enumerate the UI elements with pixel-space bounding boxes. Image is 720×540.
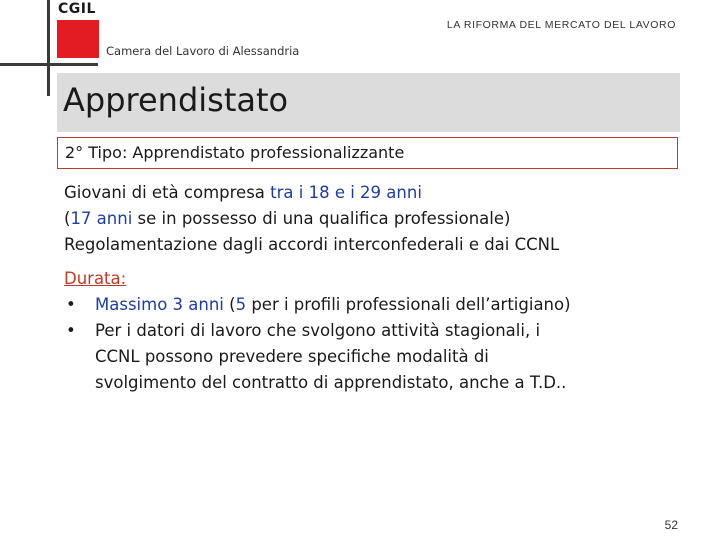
slide-subtitle: 2° Tipo: Apprendistato professionalizzante	[65, 143, 405, 162]
subtitle-box	[57, 137, 678, 169]
seasonal-line-3: svolgimento del contratto di apprendistato, anche a T.D..	[95, 373, 567, 392]
slide-title-band	[57, 73, 680, 132]
body-line-qualification	[64, 206, 694, 232]
page-number: 52	[664, 518, 678, 532]
cgil-logo-red-square	[57, 20, 99, 58]
paren-open-2: (	[223, 295, 236, 314]
artisan-text: per i profili professionali dell’artigiano)	[246, 295, 571, 314]
bullet-item-seasonal	[64, 318, 694, 396]
seasonal-line-2: CCNL possono prevedere specifiche modalità di	[95, 347, 489, 366]
durata-label	[64, 266, 694, 292]
logo-vertical-line	[47, 0, 50, 96]
age-range-highlight: tra i 18 e i 29 anni	[270, 183, 422, 202]
paren-open: (	[64, 209, 71, 228]
body-line-age	[64, 180, 694, 206]
body-line-regulation: Regolamentazione dagli accordi interconfederali e dai CCNL	[64, 235, 560, 254]
slide-title: Apprendistato	[63, 81, 289, 119]
age-text: Giovani di età compresa	[64, 183, 271, 202]
max-duration-highlight: Massimo 3 anni	[95, 295, 224, 314]
bullet-icon: •	[66, 321, 76, 340]
bullet-item-duration	[64, 292, 694, 318]
logo-horizontal-line	[0, 63, 98, 66]
five-years-highlight: 5	[235, 295, 247, 314]
seasonal-line-1: Per i datori di lavoro che svolgono attività stagionali, i	[95, 321, 541, 340]
bullet-icon: •	[66, 295, 76, 314]
document-header-title: LA RIFORMA DEL MERCATO DEL LAVORO	[446, 19, 676, 31]
age-17-highlight: 17 anni	[70, 209, 133, 228]
org-name: Camera del Lavoro di Alessandria	[106, 44, 300, 58]
qualification-text: se in possesso di una qualifica professionale)	[132, 209, 511, 228]
durata-heading: Durata:	[64, 269, 127, 288]
cgil-logo-text: CGIL	[58, 1, 96, 17]
slide-body	[64, 180, 694, 396]
